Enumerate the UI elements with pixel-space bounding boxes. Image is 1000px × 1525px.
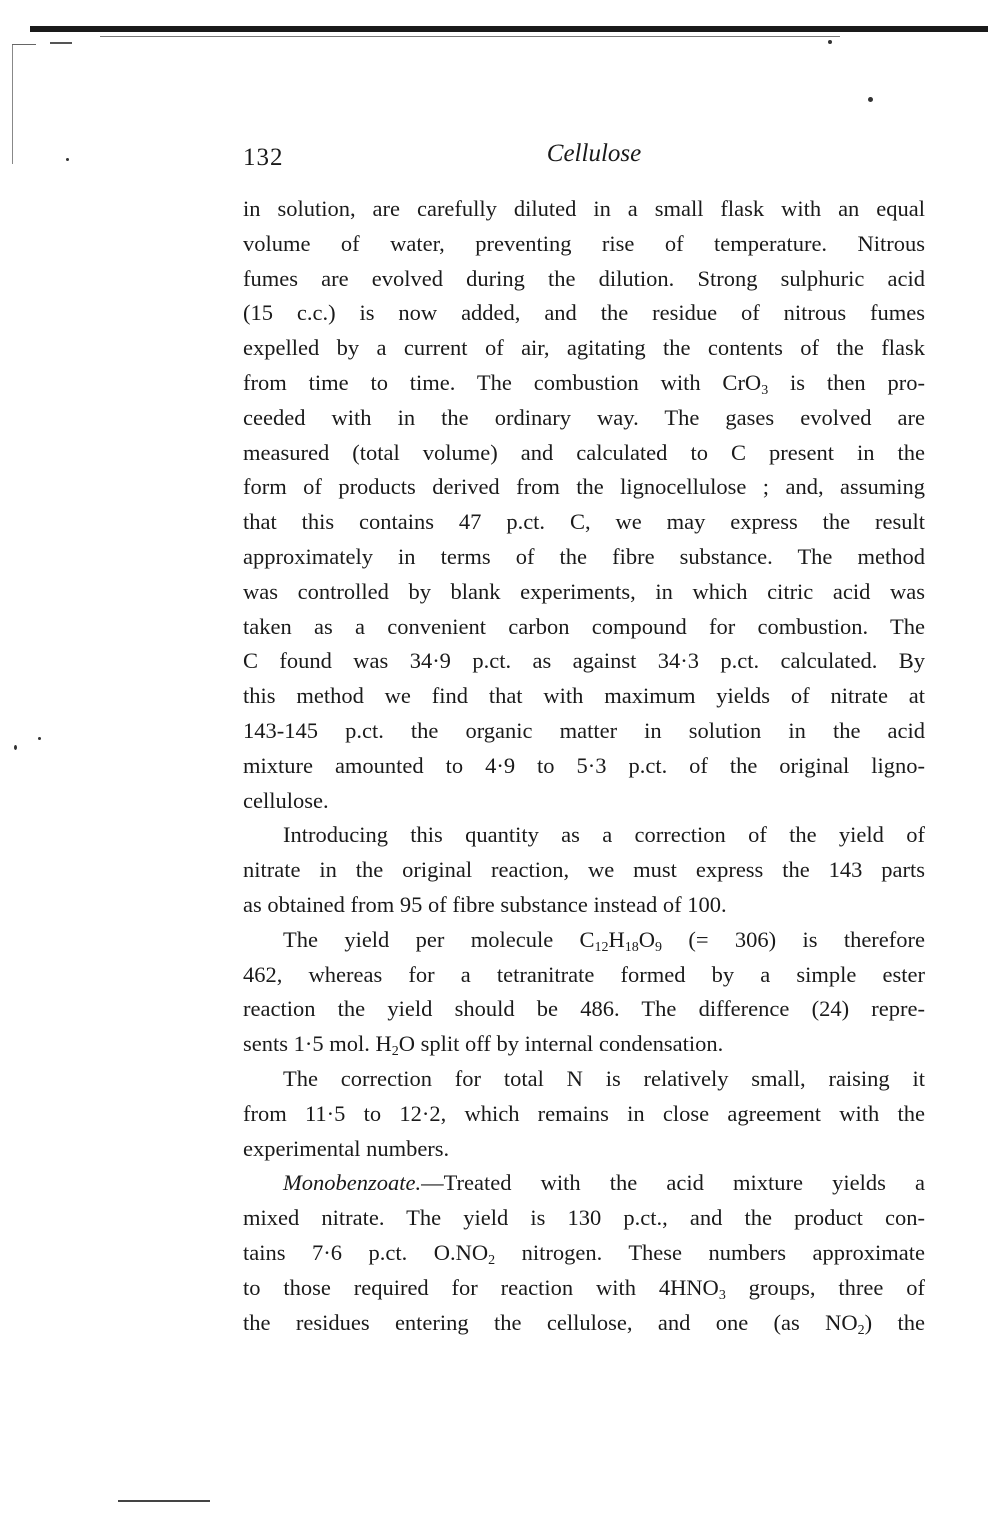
text-run: The yield per molecule C: [283, 926, 595, 952]
ink-speck: [828, 40, 832, 44]
text-line: taken as a convenient carbon compound for combustion. The: [243, 613, 925, 639]
text-run: (= 306) is therefore: [662, 926, 926, 952]
text-run: the residues entering the cellulose, and one (as NO: [243, 1309, 858, 1335]
ink-speck: [38, 737, 41, 740]
text-line: (15 c.c.) is now added, and the residue of nitrous fumes: [243, 300, 925, 326]
text-line: ceeded with in the ordinary way. The gases evolved are: [243, 404, 925, 430]
text-run: from time to time. The combustion with CrO: [243, 369, 762, 395]
text-line: was controlled by blank experiments, in which citric acid was: [243, 578, 925, 604]
left-margin-tick: [12, 44, 36, 45]
subscript: 9: [655, 939, 663, 955]
page-header: [243, 140, 925, 180]
text-line: [243, 366, 925, 401]
text-line: approximately in terms of the fibre substance. The method: [243, 543, 925, 569]
text-line: [243, 923, 925, 958]
text-line: fumes are evolved during the dilution. Strong sulphuric acid: [243, 265, 925, 291]
paragraph-1: [243, 192, 925, 818]
ink-speck: [66, 158, 69, 161]
text-line: that this contains 47 p.ct. C, we may express the result: [243, 509, 925, 535]
text-line: 143-145 p.ct. the organic matter in solution in the acid: [243, 717, 925, 743]
page-body: [243, 192, 925, 1340]
text-line: as obtained from 95 of fibre substance instead of 100.: [243, 891, 727, 917]
text-line: experimental numbers.: [243, 1135, 450, 1161]
text-run: nitrogen. These numbers approximate: [495, 1239, 925, 1265]
running-title: Cellulose: [546, 140, 642, 167]
text-line: [243, 1271, 925, 1306]
text-line: nitrate in the original reaction, we must express the 143 parts: [243, 857, 925, 883]
text-line: this method we find that with maximum yields of nitrate at: [243, 683, 925, 709]
text-run: O: [638, 926, 656, 952]
page-number: 132: [243, 144, 284, 171]
text-line: C found was 34·9 p.ct. as against 34·3 p.ct. calculated. By: [243, 648, 925, 674]
text-line: mixture amounted to 4·9 to 5·3 p.ct. of the original ligno-: [243, 752, 925, 778]
text-line: form of products derived from the lignocellulose ; and, assuming: [243, 474, 925, 500]
text-run: —Treated with the acid mixture yields a: [421, 1170, 925, 1196]
paragraph-5: [243, 1166, 925, 1340]
text-run: ) the: [864, 1309, 925, 1335]
top-rule: [30, 26, 988, 32]
section-heading-monobenzoate: Monobenzoate.: [283, 1170, 422, 1196]
paragraph-2: [243, 818, 925, 922]
text-run: groups, three of: [725, 1274, 925, 1300]
text-line: cellulose.: [243, 787, 329, 813]
ink-speck: [868, 97, 873, 102]
subscript: 12: [594, 939, 609, 955]
text-line: mixed nitrate. The yield is 130 p.ct., and the product con-: [243, 1205, 925, 1231]
top-rule-shadow: [100, 36, 840, 37]
paragraph-3: [243, 923, 925, 1062]
subscript: 3: [718, 1287, 726, 1303]
text-run: tains 7·6 p.ct. O.NO: [243, 1239, 489, 1265]
text-line: Introducing this quantity as a correction of the yield of: [283, 822, 925, 848]
text-line: [243, 1306, 925, 1341]
subscript: 2: [391, 1044, 399, 1060]
text-line: expelled by a current of air, agitating the contents of the flask: [243, 335, 925, 361]
bottom-rule: [118, 1500, 210, 1502]
ink-speck: [14, 745, 17, 750]
left-margin-dash: [50, 42, 72, 44]
subscript: 18: [624, 939, 639, 955]
text-line: measured (total volume) and calculated to C present in the: [243, 439, 925, 465]
text-line: volume of water, preventing rise of temperature. Nitrous: [243, 230, 925, 256]
text-line: [243, 1166, 925, 1201]
text-line: 462, whereas for a tetranitrate formed by a simple ester: [243, 961, 925, 987]
subscript: 2: [488, 1252, 496, 1268]
text-run: O split off by internal condensation.: [398, 1031, 724, 1057]
paragraph-4: [243, 1062, 925, 1166]
text-run: sents 1·5 mol. H: [243, 1031, 392, 1057]
text-run: is then pro-: [768, 369, 925, 395]
text-run: to those required for reaction with 4HNO: [243, 1274, 719, 1300]
text-line: [243, 1027, 925, 1062]
left-margin-line: [12, 44, 13, 164]
text-run: H: [608, 926, 625, 952]
text-line: in solution, are carefully diluted in a small flask with an equal: [243, 196, 925, 221]
text-line: [243, 1236, 925, 1271]
text-line: reaction the yield should be 486. The difference (24) repre-: [243, 996, 925, 1022]
text-line: from 11·5 to 12·2, which remains in close agreement with the: [243, 1100, 925, 1126]
text-line: The correction for total N is relatively small, raising it: [283, 1065, 925, 1091]
subscript: 2: [857, 1322, 865, 1338]
subscript: 3: [761, 382, 769, 398]
